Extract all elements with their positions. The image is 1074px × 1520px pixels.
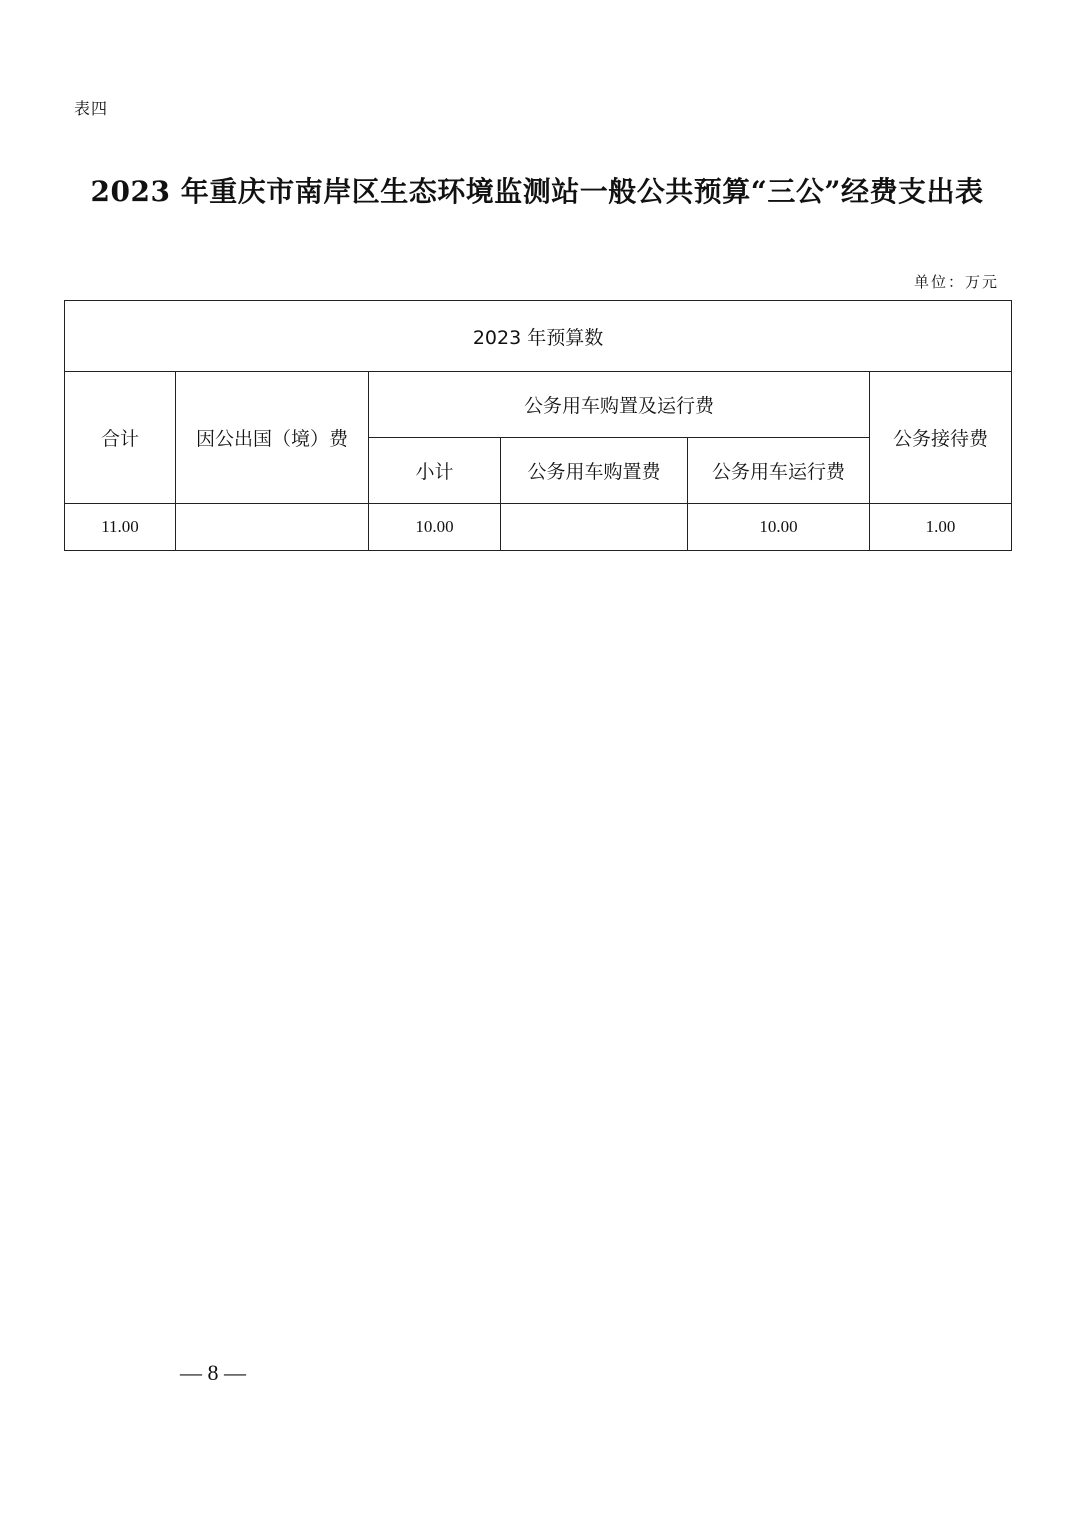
table-row <box>65 504 1012 551</box>
header-vehicle-group: 公务用车购置及运行费 <box>369 372 870 438</box>
header-overseas: 因公出国（境）费 <box>176 372 369 504</box>
page-number: — 8 — <box>180 1360 246 1385</box>
header-vehicle-subtotal: 小计 <box>369 438 501 504</box>
header-reception: 公务接待费 <box>870 372 1012 504</box>
budget-table <box>64 300 1012 551</box>
unit-note: 单位：万元 <box>913 273 999 291</box>
budget-year-header: 2023 年预算数 <box>65 301 1012 372</box>
cell-total: 11.00 <box>65 504 176 551</box>
cell-overseas <box>176 504 369 551</box>
header-row-top <box>65 301 1012 372</box>
header-vehicle-purchase: 公务用车购置费 <box>501 438 688 504</box>
cell-vehicle-purchase <box>501 504 688 551</box>
table-label: 表四 <box>74 99 109 118</box>
cell-reception: 1.00 <box>870 504 1012 551</box>
cell-vehicle-operation: 10.00 <box>688 504 870 551</box>
document-title: 2023 年重庆市南岸区生态环境监测站一般公共预算“三公”经费支出表 <box>90 175 984 208</box>
cell-vehicle-subtotal: 10.00 <box>369 504 501 551</box>
header-vehicle-operation: 公务用车运行费 <box>688 438 870 504</box>
header-total: 合计 <box>65 372 176 504</box>
header-row-main <box>65 372 1012 438</box>
